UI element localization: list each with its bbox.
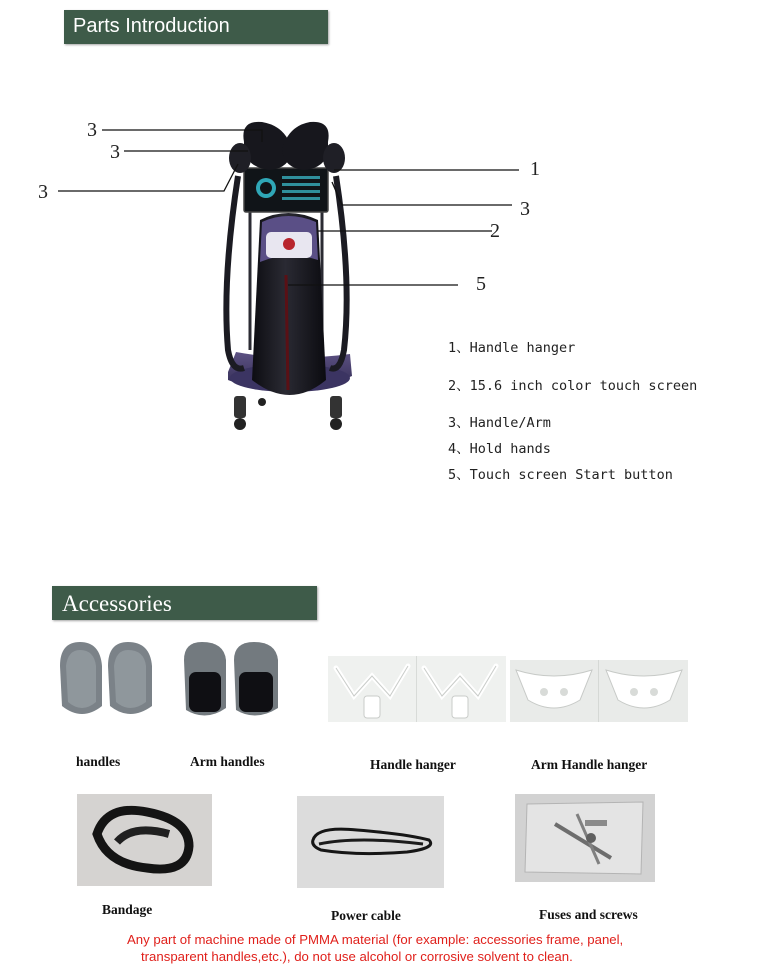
callout-1: 1 [530,158,540,180]
handles-photo [52,636,158,722]
accessories-title: Accessories [62,591,172,616]
bandage-photo [77,794,212,886]
power-cable-photo [297,796,444,888]
parts-list-item-2: 2、15.6 inch color touch screen [448,378,698,394]
parts-list-item-3: 3、Handle/Arm [448,415,551,431]
callout-2: 2 [490,220,500,242]
start-button-icon [283,238,295,250]
callout-3-middle: 3 [110,141,120,163]
handle-hanger-photo [328,656,506,722]
callout-3-left: 3 [38,181,48,203]
caption-arm-handle-hanger: Arm Handle hanger [531,757,648,772]
caption-arm-handles: Arm handles [190,754,265,769]
caption-handle-hanger: Handle hanger [370,757,456,772]
parts-list-item-5: 5、Touch screen Start button [448,467,673,483]
parts-introduction-title: Parts Introduction [73,15,230,37]
arm-handle-hanger-photo [510,660,688,722]
caption-fuses-and-screws: Fuses and screws [539,907,638,922]
caption-power-cable: Power cable [331,908,401,923]
cleaning-warning-line-1: Any part of machine made of PMMA material (for example: accessories frame, panel, [127,932,624,947]
callout-3-upper: 3 [87,119,97,141]
parts-list-item-1: 1、Handle hanger [448,340,576,356]
machine-body [252,213,326,395]
arm-handles-photo [180,638,284,722]
callout-5: 5 [476,273,486,295]
accessories-banner [52,586,317,620]
caption-handles: handles [76,754,121,769]
caption-bandage: Bandage [102,902,153,917]
cleaning-warning-line-2: transparent handles,etc.), do not use alcohol or corrosive solvent to clean. [141,949,573,964]
parts-list-item-4: 4、Hold hands [448,441,551,457]
callout-3-right: 3 [520,198,530,220]
touch-screen [244,168,328,212]
fuses-and-screws-photo [515,794,655,882]
